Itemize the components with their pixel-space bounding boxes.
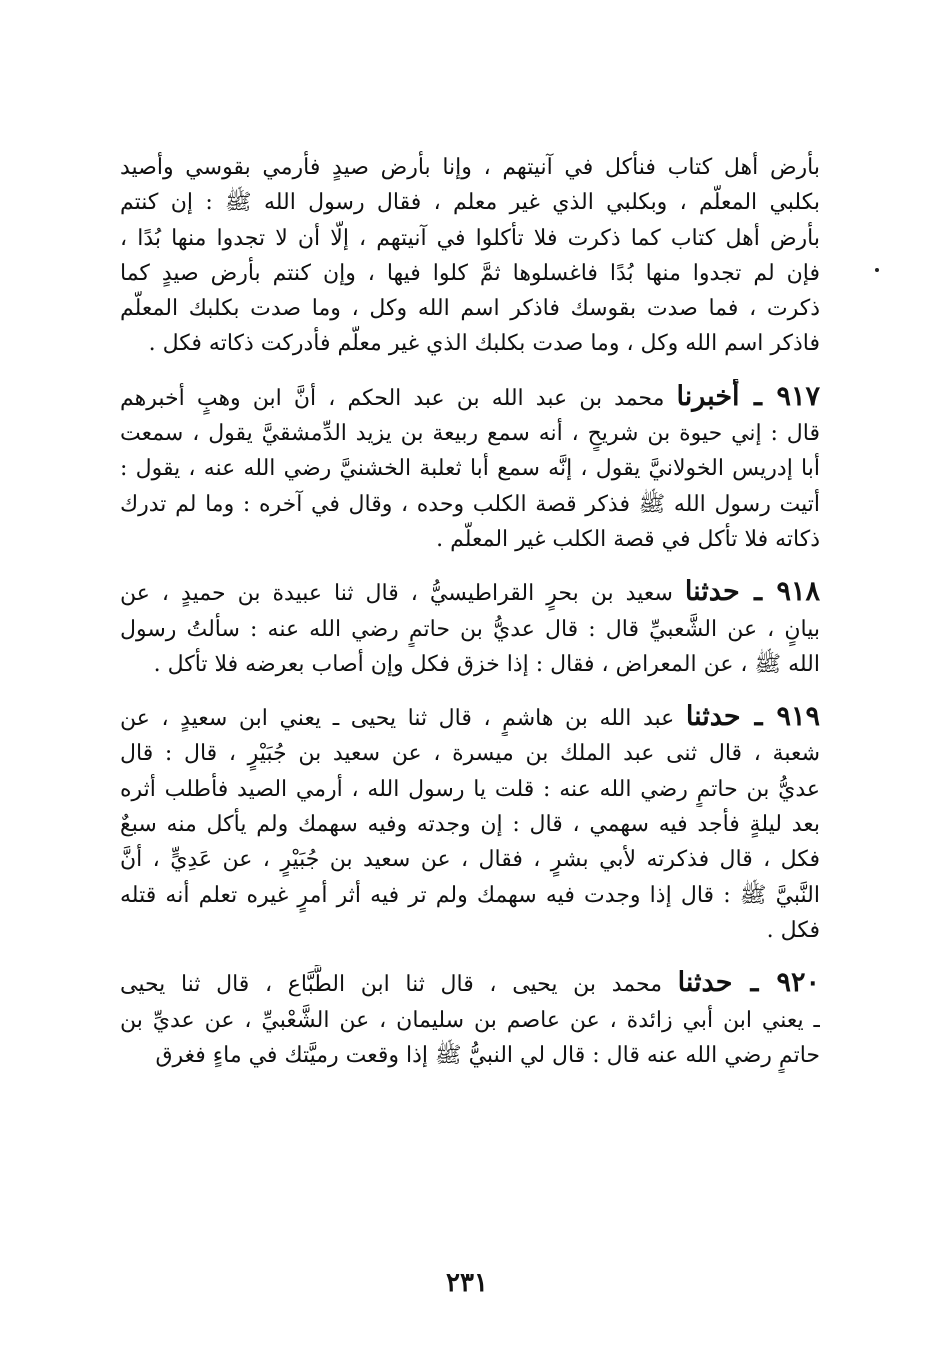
line-text: محمد بن يحيى ، قال ثنا ابن الطَّبَّاع ، قال ثنا يحيى <box>120 972 662 998</box>
text-line <box>120 487 820 522</box>
page-number: ٢٣١ <box>446 1268 488 1298</box>
text-line <box>120 965 820 1002</box>
text-line <box>120 736 820 771</box>
line-text: الله ﷺ ، عن المعراض ، فقال : إذا خزق فكل وإن أصاب بعرضه فلا تأكل . <box>153 651 820 677</box>
line-text: ذكاته فلا تأكل في قصة الكلب غير المعلَّم . <box>436 526 820 552</box>
line-text: عبد الله بن هاشمٍ ، قال ثنا يحيى ـ يعني ابن سعيدٍ ، عن <box>120 706 675 732</box>
text-line <box>120 612 820 647</box>
line-text: بأرض أهل كتاب كما ذكرت فلا تأكلوا في آنيتهم ، إلَّا أن لا تجدوا منها بُدًا ، <box>120 225 820 251</box>
text-line <box>120 842 820 877</box>
text-line <box>120 416 820 451</box>
text-line <box>120 221 820 256</box>
page-body <box>120 150 820 1073</box>
text-line <box>120 379 820 416</box>
line-text: فكل . <box>766 917 820 943</box>
margin-mark <box>875 268 879 272</box>
text-line <box>120 185 820 220</box>
paragraph-hadith-917 <box>120 379 820 557</box>
text-line <box>120 878 820 913</box>
text-line <box>120 291 820 326</box>
text-line <box>120 1003 820 1038</box>
paragraph-hadith-920 <box>120 965 820 1073</box>
hadith-number-heading: ٩١٨ ـ حدثنا <box>684 576 820 608</box>
paragraph-hadith-918 <box>120 574 820 682</box>
line-text: أبا إدريس الخولانيَّ يقول ، إنَّه سمع أبا ثعلبة الخشنيَّ رضي الله عنه ، يقول : <box>120 456 820 482</box>
line-text: شعبة ، قال ثنى عبد الملك بن ميسرة ، عن سعيد بن جُبَيْرٍ ، قال : قال <box>120 741 820 767</box>
hadith-number-heading: ٩١٧ ـ أخبرنا <box>676 380 820 412</box>
text-line <box>120 451 820 486</box>
text-line <box>120 913 820 948</box>
text-line <box>120 807 820 842</box>
line-text: أتيت رسول الله ﷺ فذكر قصة الكلب وحده ، وقال في آخره : وما لم تدرك <box>120 491 820 517</box>
line-text: سعيد بن بحرٍ القراطيسيُّ ، قال ثنا عبيدة بن حميدٍ ، عن <box>120 581 673 607</box>
text-line <box>120 326 820 361</box>
text-line <box>120 772 820 807</box>
line-text: حاتمٍ رضي الله عنه قال : قال لي النبيُّ ﷺ إذا وقعت رميَّتك في ماءٍ فغرق <box>155 1042 820 1068</box>
line-text: عديُّ بن حاتمٍ رضي الله عنه : قلت يا رسول الله ، أرمي الصيد فأطلب أثره <box>120 776 820 802</box>
text-line <box>120 647 820 682</box>
hadith-number-heading: ٩١٩ ـ حدثنا <box>685 701 820 733</box>
text-line <box>120 574 820 611</box>
text-line <box>120 522 820 557</box>
line-text: ذكرت ، فما صدت بقوسك فاذكر اسم الله وكل ، وما صدت بكلبك المعلَّم <box>120 296 820 322</box>
text-line <box>120 256 820 291</box>
line-text: النَّبيَّ ﷺ : قال إذا وجدت فيه سهمك ولم تر فيه أثر أمرٍ غيره تعلم أنه قتله <box>120 882 820 908</box>
line-text: ـ يعني ابن أبي زائدة ، عن عاصم بن سليمان ، عن الشَّعْبيِّ ، عن عديِّ بن <box>120 1007 820 1033</box>
paragraph-continuation <box>120 150 820 362</box>
text-line <box>120 699 820 736</box>
text-line <box>120 1038 820 1073</box>
line-text: قال : إني حيوة بن شريحٍ ، أنه سمع ربيعة بن يزيد الدِّمشقيَّ يقول ، سمعت <box>120 421 820 447</box>
line-text: بعد ليلةٍ فأجد فيه سهمي ، قال : إن وجدته وفيه سهمك ولم يأكل منه سبعٌ <box>120 812 820 838</box>
line-text: فاذكر اسم الله وكل ، وما صدت بكلبك الذي غير معلَّم فأدركت ذكاته فكل . <box>148 331 820 357</box>
line-text: فكل ، قال فذكرته لأبي بشرٍ ، فقال ، عن سعيد بن جُبَيْرٍ ، عن عَدِيٍّ ، أنَّ <box>120 847 820 873</box>
line-text: بأرض أهل كتاب فنأكل في آنيتهم ، وإنا بأرض صيدٍ فأرمي بقوسي وأصيد <box>120 155 820 180</box>
hadith-number-heading: ٩٢٠ ـ حدثنا <box>677 967 820 999</box>
line-text: محمد بن عبد الله بن عبد الحكم ، أنَّ ابن وهبٍ أخبرهم <box>120 385 665 411</box>
line-text: بكلبي المعلَّم ، وبكلبي الذي غير معلم ، فقال رسول الله ﷺ : إن كنتم <box>120 190 820 216</box>
line-text: بيانٍ ، عن الشَّعبيِّ قال : قال عديُّ بن حاتمٍ رضي الله عنه : سألتُ رسول <box>120 616 820 642</box>
paragraph-hadith-919 <box>120 699 820 948</box>
text-line <box>120 150 820 185</box>
line-text: فإن لم تجدوا منها بُدًا فاغسلوها ثمَّ كلوا فيها ، وإن كنتم بأرض صيدٍ كما <box>120 260 820 286</box>
